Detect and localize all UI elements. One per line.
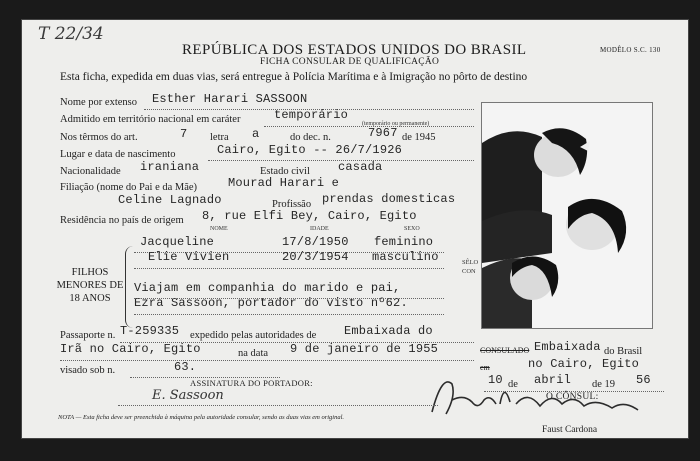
- consulate-de-2: de 19: [592, 379, 616, 390]
- bearer-signature-label: ASSINATURA DO PORTADOR:: [190, 378, 313, 388]
- residence-label: Residência no país de origem: [60, 215, 184, 226]
- nationality-value: iraniana: [140, 160, 200, 174]
- passport-photo: [481, 102, 653, 329]
- passport-date-label: na data: [238, 348, 269, 359]
- consulate-day: 10: [488, 373, 503, 387]
- child-1-name: Jacqueline: [140, 235, 215, 249]
- visa-value: 63.: [174, 360, 197, 374]
- consulate-text-2: do Brasil: [604, 346, 643, 357]
- birth-label: Lugar e data de nascimento: [60, 149, 176, 160]
- photo-image: [482, 103, 653, 329]
- profession-value: prendas domesticas: [322, 192, 456, 206]
- decree-year: de 1945: [402, 132, 436, 143]
- filiation-label: Filiação (nome do Pai e da Mãe): [60, 182, 198, 193]
- civil-label: Estado civil: [260, 166, 310, 177]
- consulate-year: 56: [636, 373, 651, 387]
- consulate-de-1: de: [508, 379, 518, 390]
- consulate-text-1: Embaixada: [534, 340, 601, 354]
- terms-label: Nos têrmos do art.: [60, 132, 138, 143]
- passport-authority-2: Irã no Cairo, Egito: [60, 342, 201, 356]
- col-name-header: NOME: [210, 226, 228, 232]
- passport-line-2: [60, 360, 474, 361]
- visa-label: visado sob n.: [60, 365, 116, 376]
- form-subtitle: FICHA CONSULAR DE QUALIFICAÇÃO: [260, 57, 440, 67]
- consulate-prefix-strike: CONSULADO: [480, 346, 530, 355]
- col-age-header: IDADE: [310, 226, 329, 232]
- letter-label: letra: [210, 132, 229, 143]
- note-line-1: [134, 298, 444, 299]
- child-2-sex: masculino: [372, 250, 439, 264]
- child-1-sex: feminino: [374, 235, 434, 249]
- form-title: REPÚBLICA DOS ESTADOS UNIDOS DO BRASIL: [182, 42, 527, 58]
- consulate-month: abril: [534, 373, 572, 387]
- note-line-2: [134, 314, 444, 315]
- bearer-signature-line: [118, 405, 438, 406]
- letter-value: a: [252, 127, 260, 141]
- profession-label: Profissão: [272, 199, 312, 210]
- father-value: Mourad Harari e: [228, 176, 340, 190]
- children-note-2: Ezra Sassoon, portador do visto nº62.: [134, 296, 408, 310]
- decree-value: 7967: [368, 126, 398, 140]
- passport-date: 9 de janeiro de 1955: [290, 342, 439, 356]
- children-note-1: Viajam em companhia do marido e pai,: [134, 281, 401, 295]
- consul-label: O CÔNSUL:: [546, 392, 599, 402]
- admission-value: temporário: [274, 108, 349, 122]
- child-2-line: [134, 268, 444, 269]
- form-model: MODÊLO S.C. 130: [600, 46, 661, 54]
- consulate-prefix-2: em: [480, 363, 490, 372]
- children-brace: [125, 246, 133, 328]
- mother-value: Celine Lagnado: [118, 193, 222, 207]
- passport-number: T-259335: [120, 324, 180, 338]
- consular-card: [22, 20, 688, 438]
- passport-authority-1: Embaixada do: [344, 324, 433, 338]
- article-value: 7: [180, 127, 188, 141]
- form-notice: Esta ficha, expedida em duas vias, será entregue à Polícia Marítima e à Imigração no pôrto de destino: [60, 71, 528, 83]
- admission-hint: (temporário ou permanente): [362, 121, 430, 127]
- child-1-age: 17/8/1950: [282, 235, 349, 249]
- name-value: Esther Harari SASSOON: [152, 92, 308, 106]
- civil-value: casada: [338, 160, 383, 174]
- consul-name: Faust Cardona: [542, 425, 598, 435]
- consul-signature: [412, 364, 642, 424]
- child-2-age: 20/3/1954: [282, 250, 349, 264]
- birth-value: Cairo, Egito -- 26/7/1926: [217, 143, 403, 157]
- consulate-place: no Cairo, Egito: [528, 357, 640, 371]
- file-annotation: T 22/34: [38, 24, 104, 44]
- name-label: Nome por extenso: [60, 97, 137, 108]
- passport-label: Passaporte n.: [60, 330, 116, 341]
- nationality-label: Nacionalidade: [60, 166, 121, 177]
- admission-label: Admitido em território nacional em caráter: [60, 114, 241, 125]
- footer-note: NOTA — Esta ficha deve ser preenchida à máquina pela autoridade consular, sendo as duas vias em original.: [58, 414, 345, 421]
- stamp-side-text: SÊLO CON: [462, 259, 479, 275]
- child-2-name: Elie Vivien: [148, 250, 230, 264]
- bearer-signature: E. Sassoon: [152, 388, 224, 403]
- passport-issued-label: expedido pelas autoridades de: [190, 330, 317, 341]
- residence-value: 8, rue Elfi Bey, Cairo, Egito: [202, 209, 417, 223]
- decree-label: do dec. n.: [290, 132, 331, 143]
- col-sex-header: SEXO: [404, 226, 420, 232]
- children-label: FILHOS MENORES DE 18 ANOS: [56, 267, 124, 304]
